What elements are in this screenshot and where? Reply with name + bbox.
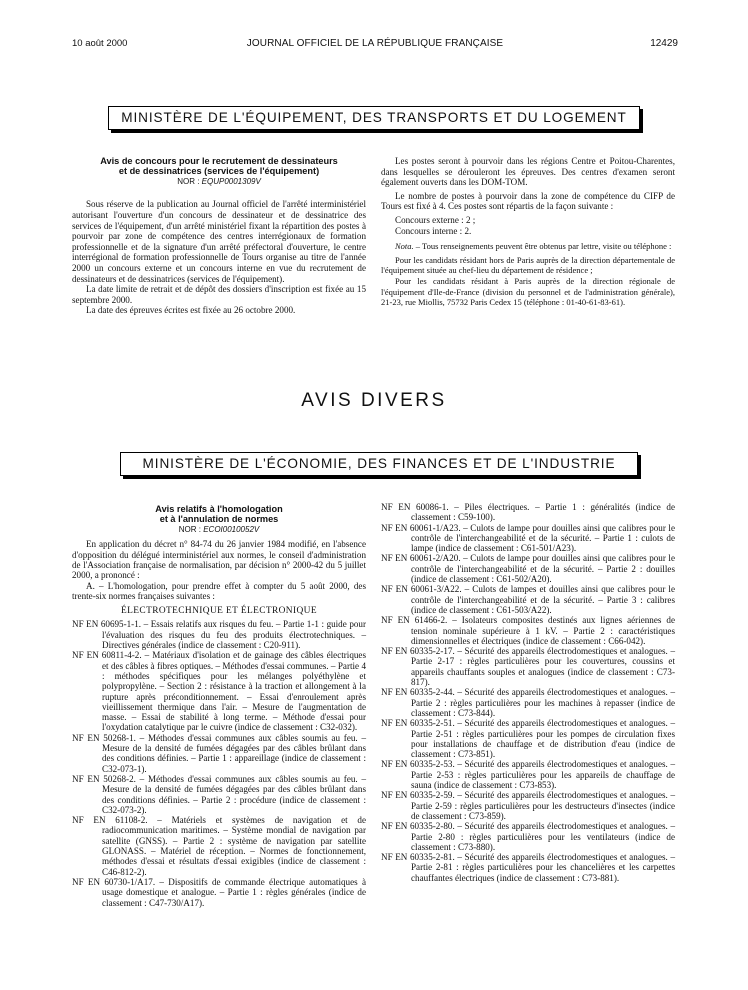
ministry-economie-banner: MINISTÈRE DE L'ÉCONOMIE, DES FINANCES ET DE L'INDUSTRIE <box>120 452 638 476</box>
concours-paragraph-1: Sous réserve de la publication au Journal officiel de l'arrêté interministériel autorisant l'ouverture d'un concours de dessinateur et de dessinatrice des services de l'équipement, d'un arrêté ministériel fixant la répartition des postes à pourvoir par zone de compétence des centres interrégionaux de formation professionnelle et de la signature d'un arrêté préfectoral d'ouverture, le centre interrégional de formation professionnelle de Tours organise au titre de l'année 2000 un concours externe et un concours interne en vue du recrutement de dessinateurs et de dessinatrices (services de l'équipement). <box>72 199 366 284</box>
concours-regions: Les postes seront à pourvoir dans les régions Centre et Poitou-Charentes, dans lesquelles se dérouleront les épreuves. Des centres d'examen seront également ouverts dans les DOM-TOM. <box>381 156 675 188</box>
concours-contact-province: Pour les candidats résidant hors de Paris auprès de la direction départementale de l'équipement située au chef-lieu du département de résidence ; <box>381 254 675 276</box>
concours-nor: NOR : EQUP0001309V <box>177 177 261 187</box>
homologation-title: Avis relatifs à l'homologation et à l'annulation de normes <box>155 504 283 525</box>
norm-entry: NF EN 61466-2. – Isolateurs composites destinés aux lignes aériennes de tension nominale supérieure à 1 kV. – Partie 2 : caractéristiques dimensionnelles et électriques (indice de classement : C66-042). <box>381 615 675 646</box>
concours-contact-paris: Pour les candidats résidant à Paris auprès de la direction régionale de l'équipement d'Ile-de-France (division du personnel et de l'administration générale), 21-23, rue Miollis, 75732 Paris Cedex 15 (téléphone : 01-40-61-83-61). <box>381 275 675 308</box>
norm-entry: NF EN 60061-1/A23. – Culots de lampe pour douilles ainsi que calibres pour le contrôle de l'interchangeabilité et de la sécurité. – Partie 1 : culots de lampe (indice de classement : C61-501/A23). <box>381 522 675 554</box>
norm-list-right <box>381 502 675 883</box>
homologation-nor: NOR : ECOI0010052V <box>178 525 260 535</box>
norm-entry: NF EN 60086-1. – Piles électriques. – Partie 1 : généralités (indice de classement : C59-100). <box>381 502 675 523</box>
norm-entry: NF EN 60061-2/A20. – Culots de lampe pour douilles ainsi que calibres pour le contrôle de l'interchangeabilité et de la sécurité. – Partie 2 : douilles (indice de classement : C61-502/A20). <box>381 553 675 585</box>
page-number: 12429 <box>650 38 678 49</box>
journal-title: JOURNAL OFFICIEL DE LA RÉPUBLIQUE FRANÇAISE <box>246 38 504 49</box>
norm-entry: NF EN 60811-4-2. – Matériaux d'isolation et de gainage des câbles électriques et des câbles à fibres optiques. – Méthodes d'essai communes. – Partie 4 : méthodes spécifiques pour les mélanges polyéthylène et polypropylène. – Section 2 : résistance à la traction et allongement à la rupture après préconditionnement. – Essai d'enroulement après vieillissement thermique dans l'air. – Mesure de l'augmentation de masse. – Essai de stabilité à long terme. – Méthode d'essai pour l'oxydation catalytique par le cuivre (indice de classement : C32-032). <box>72 650 366 733</box>
norm-entry: NF EN 60335-2-59. – Sécurité des appareils électrodomestiques et analogues. – Partie 2-59 : règles particulières pour les destructeurs d'insectes (indice de classement : C73-859). <box>381 790 675 821</box>
norm-entry: NF EN 60335-2-80. – Sécurité des appareils électrodomestiques et analogues. – Partie 2-80 : règles particulières pour les ventilateurs (indice de classement : C73-880). <box>381 821 675 852</box>
norm-entry: NF EN 60730-1/A17. – Dispositifs de commande électrique automatiques à usage domestique et analogue. – Partie 1 : règles générales (indice de classement : C47-730/A17). <box>72 876 366 908</box>
norm-entry: NF EN 60335-2-53. – Sécurité des appareils électrodomestiques et analogues. – Partie 2-53 : règles particulières pour les appareils de chauffage de sauna (indice de classement : C73-853). <box>381 759 675 791</box>
homologation-paragraph-1: En application du décret n° 84-74 du 26 janvier 1984 modifié, en l'absence d'opposition du délégué interministériel aux normes, le conseil d'administration de l'Association française de normalisation, par décision n° 2000-42 du 5 juillet 2000, a prononcé : <box>72 539 366 581</box>
norm-entry: NF EN 50268-2. – Méthodes d'essai communes aux câbles soumis au feu. – Mesure de la densité de fumées dégagées par des câbles brûlant dans des conditions définies. – Partie 2 : procédure (indice de classement : C32-073-2). <box>72 773 366 815</box>
norm-entry: NF EN 50268-1. – Méthodes d'essai communes aux câbles soumis au feu. – Mesure de la densité de fumées dégagées par des câbles brûlant dans des conditions définies. – Partie 1 : appareillage (indice de classement : C32-073-1). <box>72 732 366 774</box>
norm-entry: NF EN 61108-2. – Matériels et systèmes de navigation et de radiocommunication maritimes. – Système mondial de navigation par satellite (GNSS). – Partie 2 : système de navigation par satellite GLONASS. – Matériel de réception. – Normes de fonctionnement, méthodes d'essai et résultats d'essai exigibles (indice de classement : C46-812-2). <box>72 815 366 877</box>
norm-entry: NF EN 60695-1-1. – Essais relatifs aux risques du feu. – Partie 1-1 : guide pour l'évaluation des risques du feu des produits électrotechniques. – Directives générales (indice de classement : C20-911). <box>72 619 366 651</box>
concours-externe: Concours externe : 2 ; <box>395 214 476 225</box>
norm-entry: NF EN 60335-2-51. – Sécurité des appareils électrodomestiques et analogues. – Partie 2-51 : règles particulières pour les pompes de circulation fixes pour installations de chauffage et de distribution d'eau (indice de classement : C73-851). <box>381 718 675 760</box>
norm-entry: NF EN 60335-2-44. – Sécurité des appareils électrodomestiques et analogues. – Partie 2 : règles particulières pour les machines à repasser (indice de classement : C73-844). <box>381 687 675 718</box>
section-electrotechnique: ÉLECTROTECHNIQUE ET ÉLECTRONIQUE <box>121 606 317 617</box>
concours-right-column <box>381 156 675 308</box>
concours-interne: Concours interne : 2. <box>395 225 472 236</box>
page-header <box>72 38 678 52</box>
concours-title: Avis de concours pour le recrutement de dessinateurs et de dessinatrices (services de l'équipement) <box>100 156 338 177</box>
concours-postes: Le nombre de postes à pourvoir dans la zone de compétence du CIFP de Tours est fixé à 4. Ces postes sont répartis de la façon suivante : <box>381 190 675 212</box>
norm-entry: NF EN 60335-2-17. – Sécurité des appareils électrodomestiques et analogues. – Partie 2-17 : règles particulières pour les couvertures, coussins et appareils chauffants souples et analogues (indice de classement : C73-817). <box>381 646 675 688</box>
concours-paragraph-3: La date des épreuves écrites est fixée au 26 octobre 2000. <box>86 305 296 316</box>
concours-left-column <box>72 156 366 316</box>
concours-nota: Nota. – Tous renseignements peuvent être obtenus par lettre, visite ou téléphone : <box>395 241 672 252</box>
header-date: 10 août 2000 <box>72 38 128 49</box>
norm-entry: NF EN 60061-3/A22. – Culots de lampes et douilles ainsi que calibres pour le contrôle de l'interchangeabilité et de la sécurité. – Partie 3 : calibres (indice de classement : C61-503/A22). <box>381 584 675 615</box>
avis-divers-heading: AVIS DIVERS <box>301 390 447 411</box>
ministry-equipement-banner: MINISTÈRE DE L'ÉQUIPEMENT, DES TRANSPORTS ET DU LOGEMENT <box>108 106 640 130</box>
norm-list-left <box>72 619 366 907</box>
norm-entry: NF EN 60335-2-81. – Sécurité des appareils électrodomestiques et analogues. – Partie 2-81 : règles particulières pour les chancelières et les carpettes chauffantes électriques (indice de classement : C73-881). <box>381 852 675 883</box>
concours-paragraph-2: La date limite de retrait et de dépôt des dossiers d'inscription est fixée au 15 septembre 2000. <box>72 284 366 305</box>
homologation-right-column <box>381 502 675 883</box>
homologation-paragraph-2: A. – L'homologation, pour prendre effet à compter du 5 août 2000, des trente-six normes françaises suivantes : <box>72 580 366 601</box>
homologation-left-column <box>72 504 366 908</box>
